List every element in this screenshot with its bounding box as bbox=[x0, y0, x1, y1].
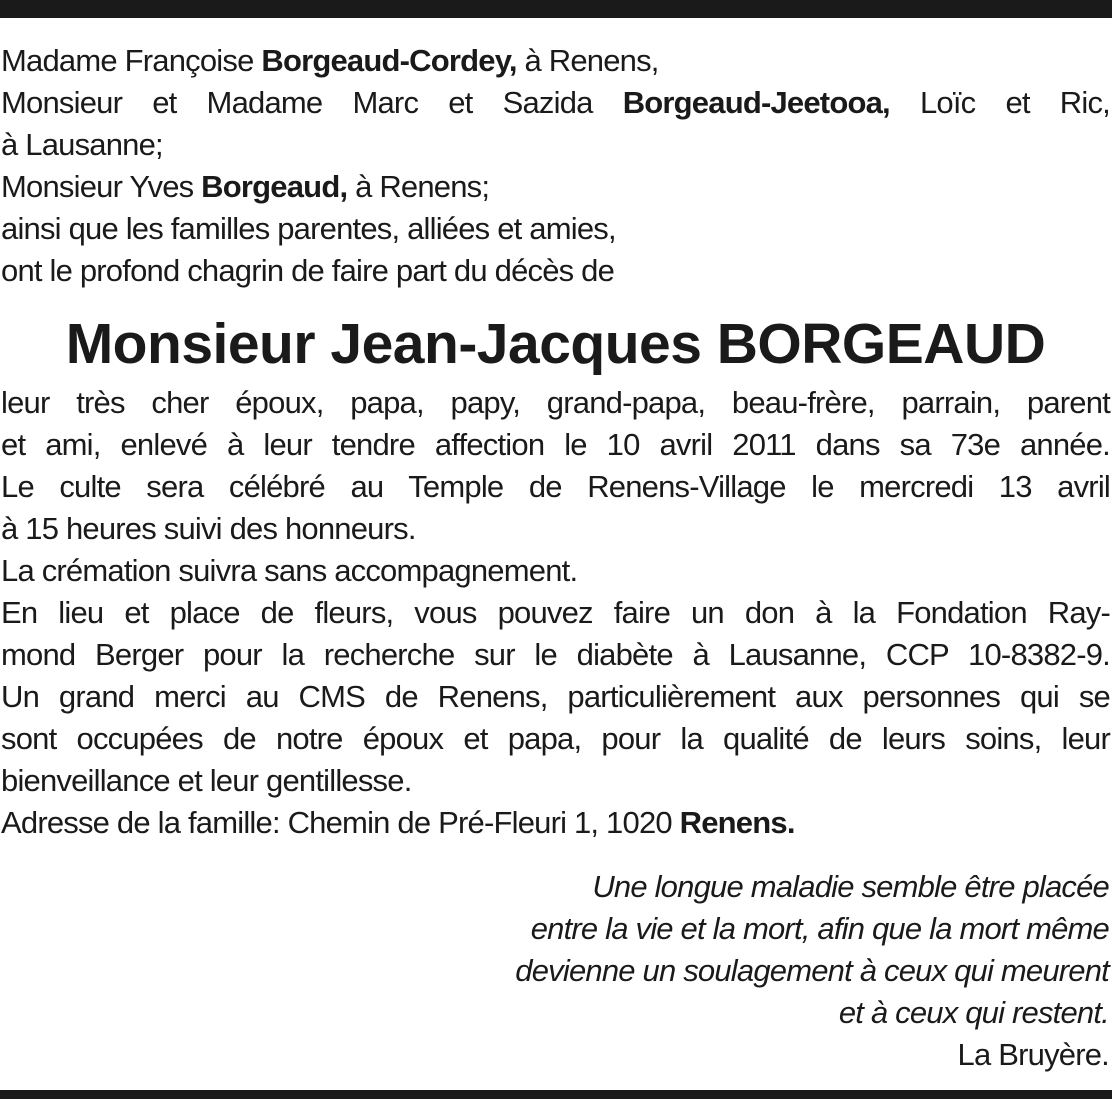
family-line-5: ainsi que les familles parentes, alliées et amies, bbox=[1, 211, 616, 246]
body-line-5: La crémation suivra sans accompagnement. bbox=[1, 553, 578, 588]
body-line-7: mond Berger pour la recherche sur le diabète à Lausanne, CCP 10-8382-9. bbox=[1, 637, 1110, 672]
body-line-1: leur très cher époux, papa, papy, grand-papa, beau-frère, parrain, parent bbox=[1, 385, 1110, 420]
bottom-rule bbox=[0, 1090, 1112, 1099]
body-line-9: sont occupées de notre époux et papa, pour la qualité de leurs soins, leur bbox=[1, 721, 1110, 756]
top-rule bbox=[0, 0, 1112, 18]
quote-line-3: devienne un soulagement à ceux qui meurent bbox=[515, 953, 1109, 988]
quote-line-2: entre la vie et la mort, afin que la mort même bbox=[530, 911, 1109, 946]
address-city: Renens. bbox=[679, 805, 795, 840]
family-line-3: à Lausanne; bbox=[1, 127, 163, 162]
quote-line-4: et à ceux qui restent. bbox=[838, 995, 1109, 1030]
body-line-3: Le culte sera célébré au Temple de Renens-Village le mercredi 13 avril bbox=[1, 469, 1110, 504]
body-line-8: Un grand merci au CMS de Renens, particulièrement aux personnes qui se bbox=[1, 679, 1110, 714]
body-line-6: En lieu et place de fleurs, vous pouvez faire un don à la Fondation Ray- bbox=[1, 595, 1110, 630]
body-line-10: bienveillance et leur gentillesse. bbox=[1, 763, 412, 798]
family-name-3: Borgeaud, bbox=[201, 169, 348, 204]
family-address: Adresse de la famille: Chemin de Pré-Fleuri 1, 1020 Renens. bbox=[1, 805, 795, 840]
deceased-name: Monsieur Jean-Jacques BORGEAUD bbox=[65, 312, 1046, 376]
family-line-1: Madame Françoise Borgeaud-Cordey, à Renens, bbox=[1, 43, 659, 78]
death-notice bbox=[1, 40, 1110, 844]
body-line-4: à 15 heures suivi des honneurs. bbox=[1, 511, 416, 546]
family-line-2: Monsieur et Madame Marc et Sazida Borgeaud-Jeetooa, Loïc et Ric, bbox=[1, 85, 1110, 120]
family-line-6: ont le profond chagrin de faire part du décès de bbox=[1, 253, 615, 288]
quote-line-1: Une longue maladie semble être placée bbox=[592, 869, 1109, 904]
body-line-2: et ami, enlevé à leur tendre affection le 10 avril 2011 dans sa 73e année. bbox=[1, 427, 1110, 462]
closing-quote bbox=[515, 866, 1109, 1076]
quote-author: La Bruyère. bbox=[957, 1037, 1109, 1072]
family-name-1: Borgeaud-Cordey, bbox=[261, 43, 517, 78]
family-line-4: Monsieur Yves Borgeaud, à Renens; bbox=[1, 169, 490, 204]
family-name-2: Borgeaud-Jeetooa, bbox=[622, 85, 890, 120]
